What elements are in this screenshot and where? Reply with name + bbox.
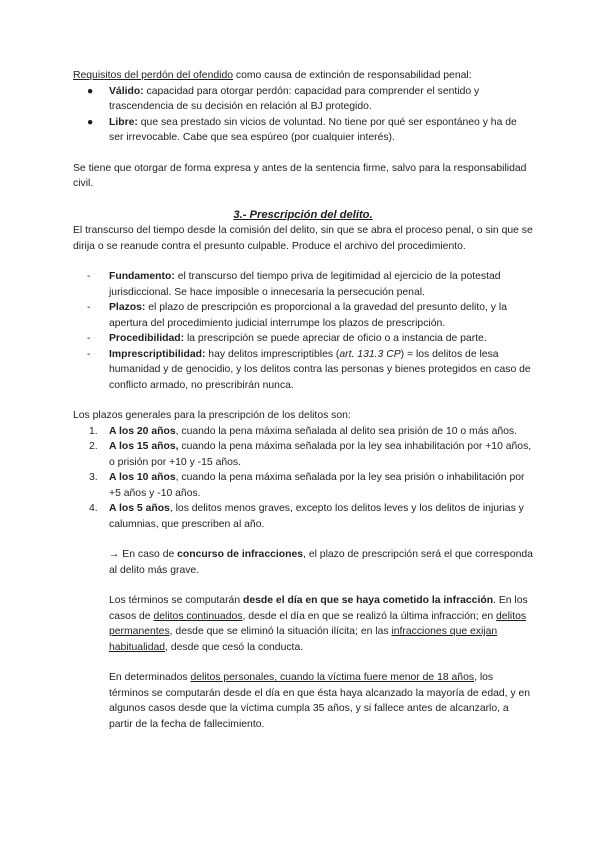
bullet-marker: ● bbox=[87, 116, 94, 128]
dash-marker: - bbox=[87, 348, 91, 360]
dash-marker: - bbox=[87, 302, 91, 313]
concurso-text: , el plazo de prescripción será el que corresponda al delito más grave. bbox=[109, 549, 533, 576]
concurso-lead: → En caso de bbox=[109, 549, 178, 560]
document-page bbox=[73, 68, 533, 732]
terminos-lead: Los términos se computarán bbox=[109, 595, 243, 606]
bullet-marker: ● bbox=[87, 85, 94, 97]
item-text: capacidad para otorgar perdón: capacidad para comprender el sentido y trascendencia de su decisión en relación al BJ protegido. bbox=[109, 85, 480, 112]
item-term: Plazos: bbox=[109, 302, 146, 313]
perdon-intro-underlined: Requisitos del perdón del ofendido bbox=[73, 70, 234, 81]
terminos-text: . En los casos de bbox=[109, 595, 528, 622]
prescripcion-list bbox=[73, 269, 533, 393]
perdon-intro bbox=[73, 68, 533, 84]
item-text: hay delitos imprescriptibles ( bbox=[205, 348, 340, 360]
item-text: el transcurso del tiempo priva de legitimidad al ejercicio de la potestad jurisdiccional. Se hace imposible o innecesaria la persecución penal. bbox=[109, 271, 501, 298]
item-text: , cuando la pena máxima señalada al delito sea prisión de 10 o más años. bbox=[175, 425, 517, 437]
delitos-continuados: delitos continuados bbox=[153, 610, 243, 622]
item-term: A los 10 años bbox=[109, 472, 176, 483]
plazos-intro: Los plazos generales para la prescripción de los delitos son: bbox=[73, 410, 351, 421]
list-item bbox=[73, 470, 533, 501]
personales-text: , los términos se computarán desde el día en que ésta haya alcanzado la mayoría de edad, y en algunos casos desde que la víctima cumpla 35 años, y si fallece antes de alcanzarlo, a partir de la fecha de fallecimiento. bbox=[109, 672, 531, 730]
item-term: Imprescriptibilidad: bbox=[109, 348, 206, 360]
delitos-permanentes: delitos permanentes bbox=[109, 610, 527, 637]
number-marker: 2. bbox=[89, 441, 98, 452]
item-text: la prescripción se puede apreciar de oficio o a instancia de parte. bbox=[184, 333, 487, 344]
list-item bbox=[73, 331, 533, 347]
concurso-term: concurso de infracciones bbox=[177, 549, 304, 560]
item-text: cuando la pena máxima señalada por la ley sea inhabilitación por +10 años, o prisión por +10 y -15 años. bbox=[109, 441, 532, 468]
terminos-text: , desde el día en que se realizó la última infracción; en bbox=[242, 610, 497, 622]
item-term: Libre: bbox=[109, 116, 138, 128]
dash-marker: - bbox=[87, 333, 91, 344]
perdon-requirements-list bbox=[73, 84, 533, 146]
perdon-paragraph: Se tiene que otorgar de forma expresa y antes de la sentencia firme, salvo para la responsabilidad civil. bbox=[73, 162, 527, 189]
infracciones-habitualidad: infracciones que exijan habitualidad bbox=[109, 626, 498, 653]
list-item bbox=[73, 115, 533, 146]
delitos-personales-paragraph bbox=[73, 670, 533, 732]
item-term: Procedibilidad: bbox=[109, 333, 185, 344]
item-term: A los 15 años, bbox=[109, 441, 179, 452]
terminos-paragraph bbox=[73, 593, 533, 655]
list-item bbox=[73, 84, 533, 115]
terminos-term: desde el día en que se haya cometido la infracción bbox=[243, 595, 494, 606]
number-marker: 3. bbox=[89, 472, 98, 483]
list-item bbox=[73, 439, 533, 470]
list-item bbox=[73, 424, 533, 440]
personales-lead: En determinados bbox=[109, 672, 191, 683]
item-text: , cuando la pena máxima señalada por la ley sea prisión o inhabilitación por +5 años y -10 años. bbox=[109, 472, 525, 499]
list-item bbox=[73, 347, 533, 394]
item-term: Fundamento: bbox=[109, 271, 175, 282]
article-reference: art. 131.3 CP bbox=[339, 348, 401, 360]
prescripcion-intro: El transcurso del tiempo desde la comisión del delito, sin que se abra el proceso penal, o sin que se dirija o se reanude contra el presunto culpable. Produce el archivo del procedimiento. bbox=[73, 225, 533, 252]
item-text: , los delitos menos graves, excepto los delitos leves y los delitos de injurias y calumnias, que prescriben al año. bbox=[109, 503, 524, 530]
number-marker: 1. bbox=[89, 425, 98, 437]
delitos-personales: delitos personales, cuando la víctima fuere menor de 18 años bbox=[190, 672, 475, 683]
terminos-text: , desde que cesó la conducta. bbox=[165, 641, 304, 653]
plazos-list bbox=[73, 424, 533, 533]
list-item bbox=[73, 269, 533, 300]
item-text-continued: ) = los delitos de lesa humanidad y de genocidio, y los delitos contra las personas y bienes protegidos en caso de conflicto armado, no prescribirán nunca. bbox=[109, 348, 531, 391]
list-item bbox=[73, 501, 533, 532]
list-item bbox=[73, 300, 533, 331]
item-term: A los 20 años bbox=[109, 425, 176, 437]
terminos-text: , desde que se eliminó la situación ilícita; en las bbox=[169, 626, 392, 637]
item-text: que sea prestado sin vicios de voluntad. No tiene por qué ser espontáneo y ha de ser irrevocable. Cabe que sea espúreo (por cualquier interés). bbox=[109, 116, 517, 143]
item-term: A los 5 años bbox=[109, 503, 170, 514]
item-text: el plazo de prescripción es proporcional a la gravedad del presunto delito, y la apertura del procedimiento judicial interrumpe los plazos de prescripción. bbox=[109, 302, 507, 329]
section-heading: 3.- Prescripción del delito. bbox=[233, 208, 373, 221]
dash-marker: - bbox=[87, 271, 91, 282]
concurso-paragraph bbox=[73, 547, 533, 578]
number-marker: 4. bbox=[89, 503, 98, 514]
item-term: Válido: bbox=[109, 85, 144, 97]
perdon-intro-rest: como causa de extinción de responsabilidad penal: bbox=[233, 70, 472, 81]
